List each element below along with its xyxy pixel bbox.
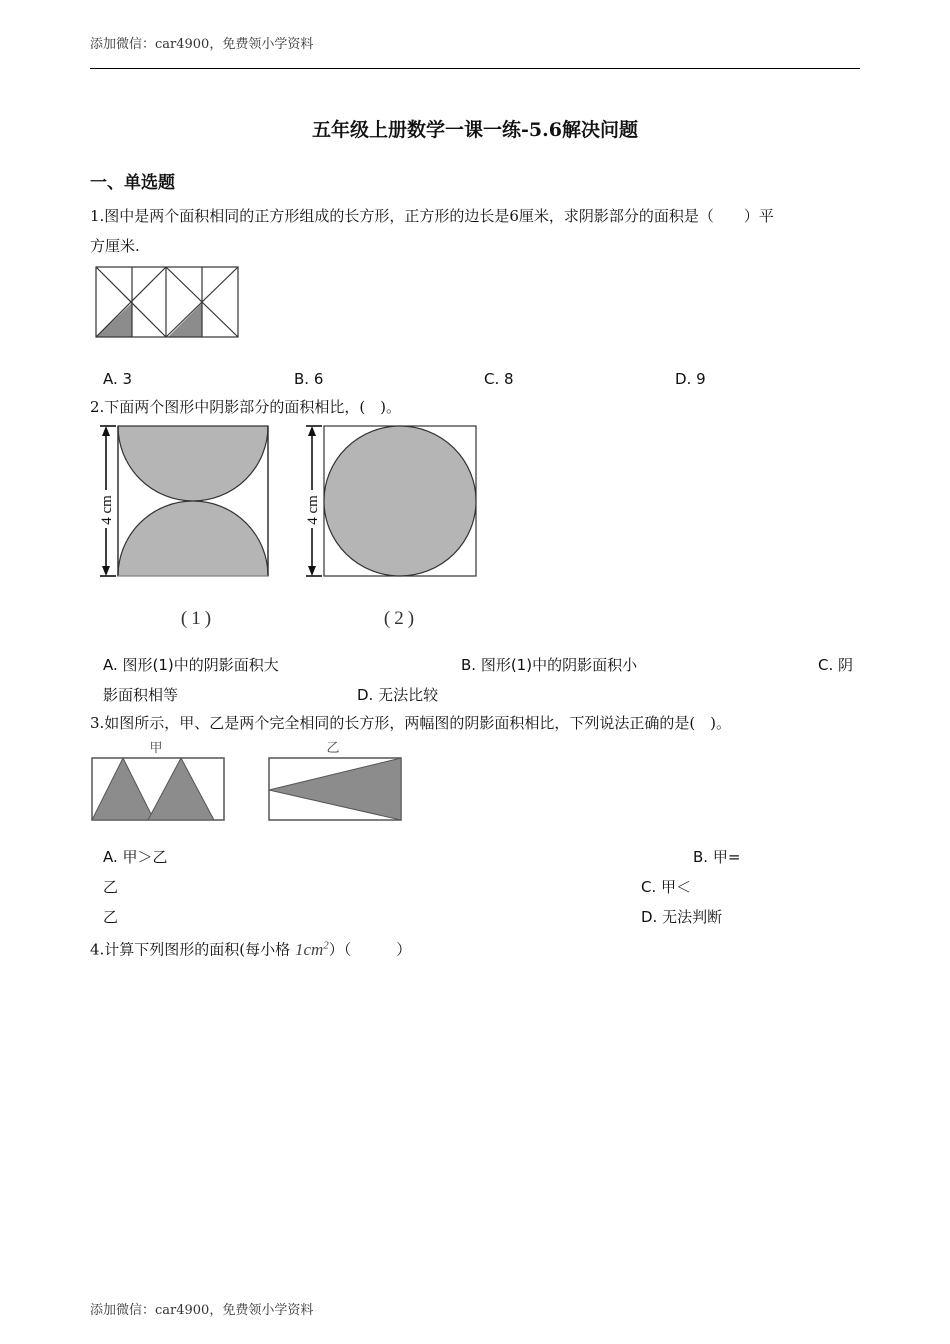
- q4-unit: $1cm^2$: [294, 939, 329, 959]
- question-2-text: 2.下面两个图形中阴影部分的面积相比，( )。: [90, 398, 402, 416]
- q1-option-b[interactable]: B. 6: [294, 370, 324, 388]
- q3-option-c[interactable]: C. 甲＜: [641, 878, 692, 896]
- q2-option-b[interactable]: B. 图形(1)中的阴影面积小: [461, 656, 638, 674]
- question-4-text: [90, 930, 860, 965]
- question-1-line-2: 方厘米.: [90, 237, 140, 255]
- q2-option-d[interactable]: D. 无法比较: [357, 686, 439, 704]
- page-header: 添加微信：car4900，免费领小学资料: [90, 37, 314, 52]
- q3-option-d[interactable]: D. 无法判断: [641, 908, 723, 926]
- q1-option-c[interactable]: C. 8: [484, 370, 514, 388]
- q3-label-yi: 乙: [326, 741, 340, 756]
- q2-fig1-caption: (1): [180, 608, 216, 629]
- q3-option-b[interactable]: B. 甲=: [693, 848, 741, 866]
- q3-option-b-continued: 乙: [103, 878, 119, 896]
- q2-fig2-shaded-region: [324, 426, 476, 576]
- q1-option-d[interactable]: D. 9: [675, 370, 706, 388]
- q4-text-before: 4.计算下列图形的面积(每小格: [90, 940, 295, 959]
- question-3-text: 3.如图所示，甲、乙是两个完全相同的长方形，两幅图的阴影面积相比，下列说法正确的是( )。: [90, 714, 732, 732]
- q3-option-c-continued: 乙: [103, 908, 119, 926]
- question-1-figure: [94, 265, 240, 339]
- question-3-figure-jia: [90, 738, 226, 824]
- q2-option-c-continued: 影面积相等: [103, 686, 179, 704]
- header-rule: [90, 68, 860, 69]
- q3-option-a[interactable]: A. 甲＞乙: [103, 848, 168, 866]
- q1-shaded-triangle-right: [168, 303, 202, 337]
- question-3-figure-yi: [267, 738, 403, 824]
- q2-fig2-caption: (2): [383, 608, 419, 629]
- q2-option-c[interactable]: C. 阴: [818, 656, 854, 674]
- section-heading: 一、单选题: [90, 173, 175, 193]
- q3-label-jia: 甲: [149, 741, 163, 756]
- q2-option-a[interactable]: A. 图形(1)中的阴影面积大: [103, 656, 279, 674]
- q1-option-a[interactable]: A. 3: [103, 370, 133, 388]
- q2-fig1-shaded-region: [118, 426, 268, 576]
- question-2-figure-2: [300, 424, 482, 636]
- q2-fig2-dimension-label: 4 cm: [305, 495, 321, 525]
- question-1-line-1: 1.图中是两个面积相同的正方形组成的长方形，正方形的边长是6厘米，求阴影部分的面积是（ ）平: [90, 207, 774, 225]
- q2-fig1-dimension-label: 4 cm: [99, 495, 115, 525]
- page-footer: 添加微信：car4900，免费领小学资料: [90, 1303, 314, 1318]
- question-2-figure-1: [94, 424, 274, 636]
- page-title: 五年级上册数学一课一练-5.6解决问题: [312, 119, 638, 141]
- q4-text-after: ）（ ）: [328, 940, 412, 959]
